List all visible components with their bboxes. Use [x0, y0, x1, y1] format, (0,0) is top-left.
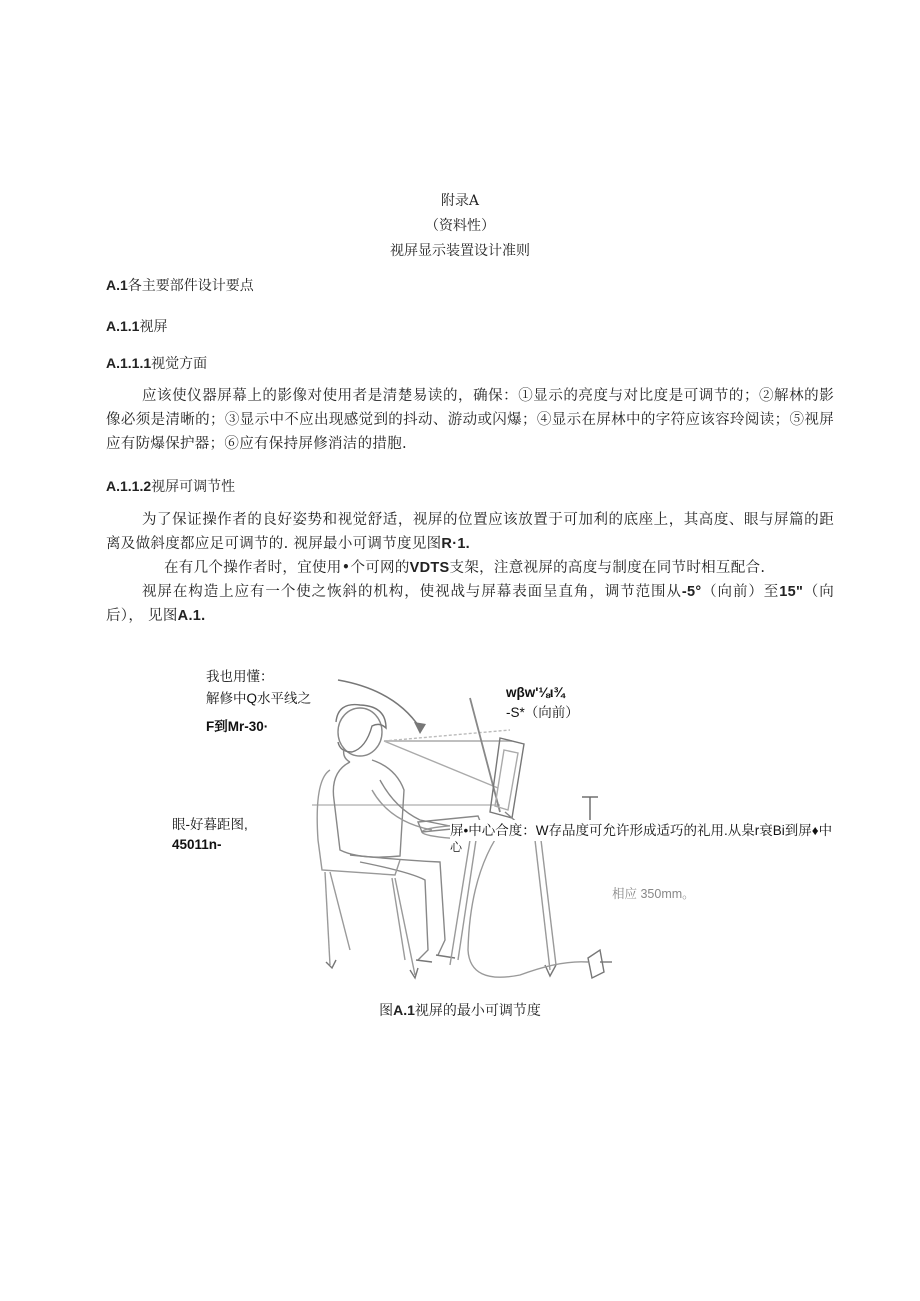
label-eye-distance-2: 45011n- — [172, 837, 222, 852]
caption-prefix: 图 — [379, 1003, 394, 1019]
caption-text: 视屏的最小可调节度 — [414, 1003, 541, 1019]
paragraph-text: 支架，注意视屏的高度与制度在同节时相互配合. — [449, 560, 766, 576]
label-eye-angle-2: 解修中Q水平线之 — [206, 691, 312, 706]
label-eye-angle-3: F到Mr-30· — [206, 719, 269, 734]
label-tilt-range-1: wβw'⅛ι¾ — [506, 685, 565, 700]
paragraph-text: 视屏在构造上应有一个使之恢斜的机构，使视战与屏幕表面呈直角，调节范围从 — [142, 584, 682, 600]
section-number: A.1.1.2 — [106, 478, 152, 494]
label-height-350: 相应 350mm。 — [612, 887, 695, 901]
section-number: A.1.1.1 — [106, 355, 152, 371]
label-screen-center-1: 屏•中心合度：W存品度可允许形成适巧的礼用.从臬r衰Bi到屏♦中 — [450, 820, 832, 841]
section-title: 视屏可调节性 — [151, 479, 236, 495]
label-eye-angle-1: 我也用懂： — [206, 669, 274, 684]
paragraph-text: （向前）至 — [701, 584, 780, 600]
section-title: 各主要部件设计要点 — [127, 278, 254, 294]
section-number: A.1 — [106, 277, 128, 293]
label-eye-distance-1: 眼-好暮距图, — [172, 817, 248, 832]
term-ref: VDTS — [409, 560, 450, 576]
angle-value: 15" — [779, 584, 804, 600]
figure-ref: A.1. — [177, 608, 206, 624]
label-screen-center-2: 心 — [450, 840, 463, 854]
appendix-subtitle: 视屏显示装置设计准则 — [390, 243, 530, 259]
caption-ref: A.1 — [393, 1002, 415, 1018]
paragraph-text: 在有几个操作者时，宜使用•个可网的 — [164, 560, 410, 576]
paragraph-visual: 应该使仪器屏幕上的影像对使用者是清楚易读的，确保：①显示的亮度与对比度是可调节的；②解林的影像必须是清晰的；③显示中不应出现感觉到的抖动、游动或闪爆；④显示在屏林中的字符应该容玲阅读；⑤视屏应有防爆保护器；⑥应有保持屏修消洁的措胞. — [106, 388, 834, 452]
figure-caption — [0, 1000, 920, 1020]
appendix-nature: （资料性） — [425, 218, 495, 234]
label-tilt-range-2: -S*（向前） — [506, 705, 579, 720]
section-title: 视觉方面 — [151, 356, 208, 372]
appendix-title: 附录A — [440, 193, 480, 209]
figure-ref: R·1. — [441, 536, 471, 552]
section-number: A.1.1 — [106, 318, 140, 334]
angle-value: -5° — [681, 584, 702, 600]
paragraph-text: （向后）， 见图 — [106, 584, 835, 624]
paragraph-text: 为了保证操作者的良好姿势和视觉舒适，视屏的位置应该放置于可加利的底座上，其高度、眼与屏篇的距离及做斜度都应足可调节的. 视屏最小可调节度见图 — [106, 512, 834, 552]
section-title: 视屏 — [139, 319, 168, 335]
